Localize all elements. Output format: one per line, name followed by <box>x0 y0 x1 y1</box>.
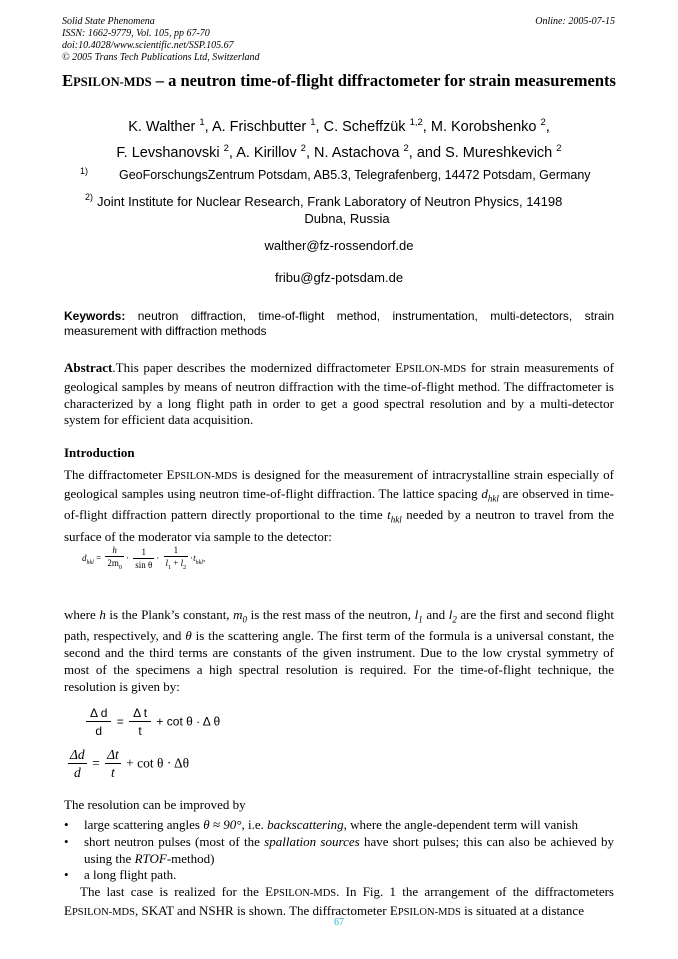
eq-den: t <box>138 724 142 738</box>
eq-rest: + cot θ · Δθ <box>122 755 190 771</box>
eq-op: · <box>125 552 129 563</box>
equation-resolution-2 <box>66 747 189 782</box>
math-var: l <box>414 607 419 622</box>
keywords-label: Keywords: <box>64 309 126 323</box>
emph: RTOF <box>134 850 167 866</box>
text: is the Plank’s constant, <box>105 607 234 622</box>
copyright-line: © 2005 Trans Tech Publications Ltd, Switzerland <box>62 52 260 63</box>
eq-num: Δt <box>107 747 119 762</box>
author-sep: , <box>228 145 237 161</box>
doi-line: doi:10.4028/www.scientific.net/SSP.105.67 <box>62 40 234 51</box>
text: are the first and second flight path, respectively, and <box>64 607 614 644</box>
math-sub: 1 <box>418 614 423 625</box>
math-var: t <box>387 507 391 523</box>
intro-paragraph-3: The resolution can be improved by <box>64 797 246 812</box>
keywords <box>64 309 614 339</box>
eq-var: d <box>82 552 87 563</box>
online-date: Online: 2005-07-15 <box>535 16 615 27</box>
text: have short pulses; this can also be achieved by using the <box>84 833 614 866</box>
abstract-label: Abstract <box>64 360 113 375</box>
eq-num: Δ t <box>129 705 151 722</box>
email-2[interactable]: fribu@gfz-potsdam.de <box>274 270 404 285</box>
text: -method) <box>166 850 215 866</box>
section-heading-introduction: Introduction <box>64 445 135 460</box>
author-affil: 2 <box>300 143 306 154</box>
eq-op: = <box>93 552 104 563</box>
math-sub: hkl <box>487 493 499 504</box>
author-affil: 2 <box>556 143 562 154</box>
list-item <box>64 817 614 834</box>
text: , SKAT and NSHR is shown. The diffractometer E <box>134 902 398 918</box>
eq-fraction <box>164 544 189 574</box>
text: is the rest mass of the neutron, <box>247 607 415 622</box>
math-var: θ <box>185 628 192 644</box>
abstract-text: .This paper describes the modernized diffractometer E <box>112 360 404 375</box>
eq-op: = <box>113 714 128 729</box>
author-sep: , <box>305 145 315 161</box>
affiliation-2-line-2: Dubna, Russia <box>304 211 390 226</box>
author-affil: 2 <box>403 143 409 154</box>
emph: spallation sources <box>264 833 360 849</box>
eq-op: · <box>190 552 194 563</box>
eq-sub: 2 <box>183 564 187 571</box>
text: where <box>64 607 100 622</box>
title-initial: E <box>62 71 74 90</box>
author-name: A. Kirillov <box>236 145 301 161</box>
text: The last case is realized for the E <box>80 884 274 900</box>
text: . In Fig. 1 the arrangement of the diffractometers E <box>64 884 614 918</box>
author-name: N. Astachova <box>314 145 404 161</box>
author-sep: , and <box>408 145 446 161</box>
eq-var: l <box>165 558 169 568</box>
eq-fraction <box>133 546 154 571</box>
author-affil: 1 <box>199 117 205 128</box>
abstract <box>64 360 614 429</box>
author-affil: 1,2 <box>409 117 423 128</box>
emph: backscattering <box>267 817 344 832</box>
author-name: M. Korobshenko <box>430 119 541 135</box>
list-item <box>64 867 614 884</box>
author-sep: , <box>204 119 212 135</box>
eq-op: + <box>171 558 181 568</box>
bullet-list <box>64 817 614 922</box>
eq-den: sin θ <box>135 560 153 571</box>
affiliation-2-line-1: Joint Institute for Nuclear Research, Frank Laboratory of Neutron Physics, 14198 <box>97 194 563 209</box>
list-item <box>64 834 614 868</box>
paper-title <box>62 70 616 93</box>
author-line-2 <box>62 144 616 162</box>
text: is the scattering angle. The first term of the formula is a universal constant, the second and the third terms are constants of the given instrument. Due to the low crystal symmetry of most of the specimens a high spectral resolution is required. For the time-of-flight technique, the resolution is given by: <box>64 628 614 694</box>
eq-fraction <box>86 705 111 740</box>
eq-fraction <box>105 747 121 782</box>
eq-den: t <box>111 765 115 780</box>
math-sub: 2 <box>452 614 457 625</box>
page-number: 67 <box>334 917 344 928</box>
equation-resolution-1 <box>84 705 220 740</box>
eq-fraction <box>68 747 87 782</box>
author-affil: 1 <box>310 117 316 128</box>
text: a long flight path. <box>84 867 177 883</box>
affiliation-2-number: 2) <box>85 192 94 202</box>
intro-paragraph-2 <box>64 607 614 696</box>
issn-line: ISSN: 1662-9779, Vol. 105, pp 67-70 <box>62 28 210 39</box>
author-name: K. Walther <box>128 119 200 135</box>
eq-den: d <box>95 724 103 738</box>
author-sep: , <box>422 119 431 135</box>
text: , where the angle-dependent term will vanish <box>343 817 578 832</box>
math-sub: hkl <box>390 514 402 525</box>
eq-sub: 0 <box>118 564 122 571</box>
eq-var: l <box>180 558 184 568</box>
equation-lattice-spacing <box>82 544 205 574</box>
smallcaps: PSILON-MDS <box>273 888 337 900</box>
smallcaps: PSILON-MDS <box>397 906 461 918</box>
text: are observed in time-of-flight diffraction pattern directly proportional to the time <box>64 485 614 523</box>
keywords-text: neutron diffraction, time-of-flight method, instrumentation, multi-detectors, strain measurement with diffraction methods <box>64 309 614 338</box>
author-name: C. Scheffzük <box>323 119 410 135</box>
text: large scattering angles <box>84 817 204 832</box>
eq-num: 1 <box>164 544 189 557</box>
author-name: F. Levshanovski <box>116 145 224 161</box>
abstract-text: for strain measurements of geological samples by means of neutron diffraction with the time-of-flight method. The diffractometer is characterized by a long flight path in order to get a good spectral resolution and by a multi-detector system for efficient data acquisition. <box>64 360 615 428</box>
journal-header <box>62 16 260 64</box>
eq-fraction <box>105 544 124 574</box>
text: , i.e. <box>241 817 268 832</box>
smallcaps: PSILON-MDS <box>71 906 135 918</box>
math-var: m <box>233 607 243 622</box>
author-name: A. Frischbutter <box>211 119 311 135</box>
eq-fraction <box>129 705 151 740</box>
email-1[interactable]: walther@fz-rossendorf.de <box>264 238 414 253</box>
math-var: l <box>448 607 453 622</box>
eq-num: h <box>105 544 124 557</box>
text: short neutron pulses (most of the <box>84 833 265 849</box>
title-rest: – a neutron time-of-flight diffractometer for strain measurements <box>151 71 616 90</box>
eq-rest: + cot θ · Δ θ <box>153 714 221 729</box>
affiliation-1-number: 1) <box>80 166 89 176</box>
math-sub: 0 <box>242 614 248 625</box>
eq-op: = <box>88 755 104 771</box>
author-line-1 <box>62 118 616 136</box>
affiliation-1: GeoForschungsZentrum Potsdam, AB5.3, Telegrafenberg, 14472 Potsdam, Germany <box>119 168 591 182</box>
author-sep: , <box>315 119 324 135</box>
eq-num: Δd <box>70 747 85 762</box>
text: is situated at a distance <box>460 902 584 918</box>
author-affil: 2 <box>540 117 546 128</box>
eq-num: Δ d <box>86 705 111 722</box>
author-affil: 2 <box>223 143 229 154</box>
math-var: d <box>481 485 488 501</box>
author-sep: , <box>545 119 550 135</box>
eq-op: , <box>202 552 206 563</box>
eq-sub: hkl <box>195 559 203 566</box>
eq-var: t <box>193 552 196 563</box>
text: The diffractometer E <box>64 467 175 482</box>
eq-sub: hkl <box>86 559 94 566</box>
eq-den: d <box>73 765 81 780</box>
smallcaps: PSILON-MDS <box>174 471 238 482</box>
math-var: h <box>99 607 106 622</box>
eq-num: 1 <box>133 546 154 559</box>
abstract-smallcaps: PSILON-MDS <box>403 364 467 375</box>
intro-paragraph-1 <box>64 467 614 545</box>
author-name: S. Mureshkevich <box>445 145 557 161</box>
affiliation-2 <box>97 193 617 227</box>
text: needed by a neutron to travel from the surface of the moderator via sample to the detector: <box>64 507 614 544</box>
math-var: θ ≈ 90° <box>203 817 242 832</box>
journal-name: Solid State Phenomena <box>62 16 155 27</box>
text: and <box>422 607 449 622</box>
eq-den: 2m <box>107 558 119 568</box>
eq-op: · <box>156 552 160 563</box>
text: is designed for the measurement of intracrystalline strain especially of geological samples using neutron time-of-flight diffraction. The lattice spacing <box>64 467 614 501</box>
eq-sub: 1 <box>168 564 172 571</box>
title-smallcaps: PSILON-MDS <box>73 75 152 89</box>
